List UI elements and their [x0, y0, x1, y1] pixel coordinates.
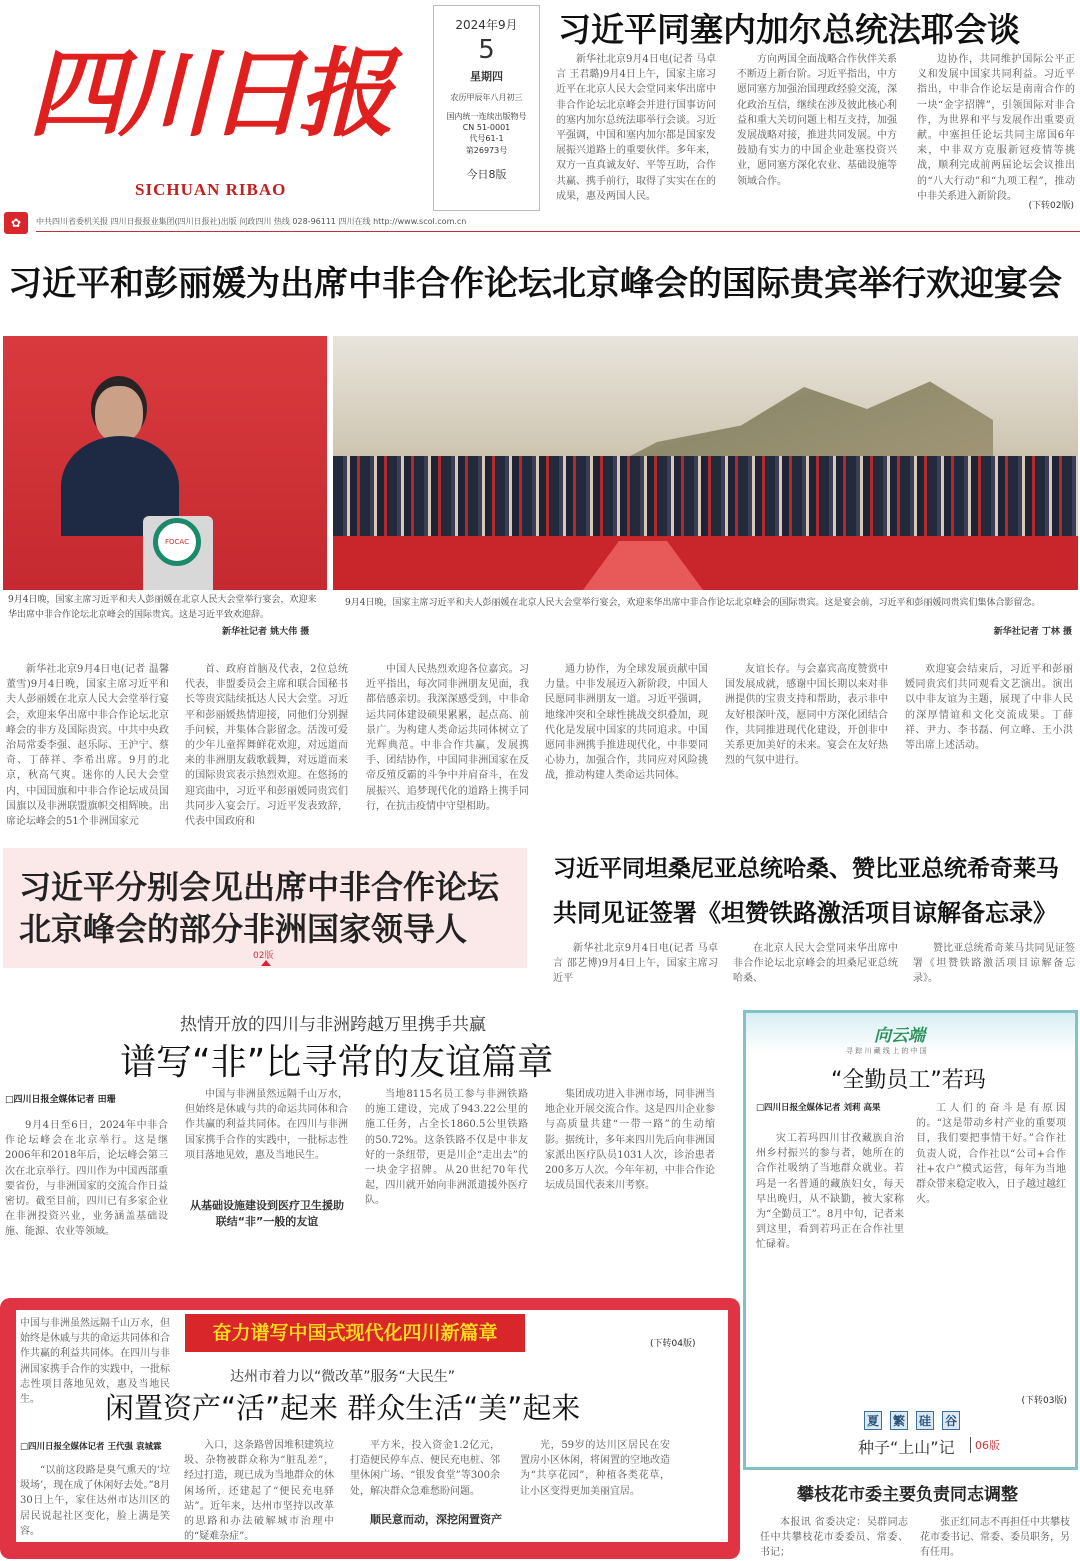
photo-group-banquet — [333, 336, 1078, 590]
reform-box — [0, 1298, 740, 1559]
info-bar-text: 中共四川省委机关报 四川日报报业集团(四川日报社)出版 问政四川 热线 028-96111 四川在线 http://www.scol.com.cn — [36, 217, 467, 226]
column-logo: 向云端 — [874, 1026, 925, 1046]
rail-col-2: 在北京人民大会堂同来华出席中非合作论坛北京峰会的坦桑尼亚总统哈桑、 — [733, 943, 898, 985]
reform-col-2: 入口，这条路曾因堆积建筑垃圾、杂物被群众称为“脏乱差”，经过打造，现已成为当地群众的休闲场所，还建起了“便民充电驿站”。近年来，达州市坚持以改革的思路和办法破解城市治理中的“疑难杂症”。 — [184, 1440, 334, 1543]
info-bar — [0, 210, 1080, 236]
meet-headline-line1: 习近平分别会见出席中非合作论坛 — [19, 868, 500, 906]
column-tagline: 寻 踪 川 藏 线 上 的 中 国 — [846, 1047, 927, 1055]
date-box — [433, 5, 540, 211]
main-body-col-1: 新华社北京9月4日电(记者 温馨 董雪)9月4日晚，国家主席习近平和夫人彭丽媛在北京人民大会堂举行宴会，欢迎来华出席中非合作论坛北京峰会的非方及国际贵宾。中共中央政治局常委李强、赵乐际、王沪宁、蔡奇、丁薛祥、李希出席。9月的北京，秋高气爽。迷你的人民大会堂内，中国国旗和中非合作论坛成员国国旗以及非洲联盟旗帜交相辉映。出席论坛峰会的51个非洲国家元 — [6, 664, 169, 828]
main-headline[interactable]: 习近平和彭丽媛为出席中非合作论坛北京峰会的国际贵宾举行欢迎宴会 — [8, 264, 1062, 304]
reform-col-1: “以前这段路是臭气熏天的‘垃圾场’，现在成了休闲好去处。”8月30日上午，家住达州市达川区的居民说起社区变化，脸上满是笑容。 — [20, 1465, 170, 1537]
reform-banner: 奋力谱写中国式现代化四川新篇章 — [185, 1314, 525, 1352]
friendship-byline: □四川日报全媒体记者 田珊 — [5, 1095, 116, 1105]
sidebar-headline[interactable]: “全勤员工”若玛 — [831, 1068, 986, 1093]
personnel-col-1: 本报讯 省委决定：吴群同志任中共攀枝花市委委员、常委、书记； — [760, 1517, 908, 1559]
series-char: 硅 — [916, 1411, 934, 1430]
group-logo-icon: ✿ — [4, 212, 28, 234]
rail-headline-line2[interactable]: 共同见证签署《坦赞铁路激活项目谅解备忘录》 — [553, 899, 1057, 927]
sidebar-col-2: 工人们的奋斗是有原因的。“这是带动乡村产业的重要项目，我们要把事情干好。”合作社负责人说，合作社以“公司+合作社+农户”模式运营，每年为当地群众带来稳定收入，日子越过越红火。 — [916, 1103, 1066, 1206]
focac-emblem: FOCAC — [153, 518, 201, 566]
top-story-col-1: 新华社北京9月4日电(记者 马卓言 王君璐)9月4日上午，国家主席习近平在北京人民大会堂同来华出席中非合作论坛北京峰会并进行国事访问的塞内加尔总统法耶举行会谈。习近平强调，中国和塞内加尔都是国家发展振兴道路上的重要伙伴。多年来，双方一直真诚友好、平等互助，合作共赢、携手前行，取得了实实在在的成果，惠及两国人民。 — [556, 54, 716, 202]
series-title — [864, 1411, 960, 1430]
sidebar-box — [743, 1010, 1078, 1470]
reform-col-3: 平方米，投入资金1.2亿元，打造便民停车点、便民充电桩、邻里休闲广场、“银发食堂”等300余处，解决群众急难愁盼问题。 — [350, 1440, 500, 1497]
reform-subhead: 顺民意而动，深挖闲置资产 — [370, 1513, 502, 1526]
top-story-headline[interactable]: 习近平同塞内加尔总统法耶会谈 — [558, 10, 1020, 49]
sidebar-continued[interactable]: (下转03版) — [1021, 1396, 1067, 1406]
photo-right-caption: 9月4日晚，国家主席习近平和夫人彭丽媛在北京人民大会堂举行宴会，欢迎来华出席中非合作论坛北京峰会的国际贵宾。这是宴会前，习近平和彭丽媛同贵宾们集体合影留念。 — [345, 598, 1041, 608]
newspaper-logo: 四川日报 — [28, 37, 388, 150]
main-body-col-4: 通力协作，为全球发展贡献中国力量。中非发展迈入新阶段，中国人民愿同非洲朋友一道。习近平强调，地缘冲突和全球性挑战交织叠加，现代化是发展中国家的共同追求。中国愿同非洲携手推进现代化，中非要同心协力，加强合作，共同应对风险挑战，推动构建人类命运共同体。 — [545, 664, 708, 782]
meet-page-ref[interactable]: 02版 — [253, 951, 274, 961]
divider — [36, 231, 1080, 232]
date-day: 5 — [478, 35, 495, 65]
main-body-col-5: 友谊长存。与会嘉宾高度赞赏中国发展成就，感谢中国长期以来对非洲提供的宝贵支持和帮助，表示非中友好根深叶茂，愿同中方深化团结合作，共同推进现代化建设，开创非中关系更加美好的未来。宴会在友好热烈的气氛中进行。 — [725, 664, 888, 767]
reform-headline[interactable]: 闲置资产“活”起来 群众生活“美”起来 — [105, 1391, 581, 1425]
subhead-line2: 联结“非”一般的友谊 — [215, 1215, 319, 1228]
reform-kicker: 达州市着力以“微改革”服务“大民生” — [230, 1369, 456, 1385]
postal-code: 代号61-1 — [469, 134, 504, 143]
friendship-col-2a: 中国与非洲虽然远隔千山万水，但始终是休戚与共的命运共同体和合作共赢的利益共同体。在四川与非洲国家携手合作的实践中，一批标志性项目落地见效，惠及当地民生。 — [185, 1089, 348, 1161]
photo-left-credit: 新华社记者 姚大伟 摄 — [222, 627, 310, 637]
photo-right-credit: 新华社记者 丁林 摄 — [993, 627, 1072, 637]
photo-xi-speech — [3, 336, 327, 590]
lunar-date: 农历甲辰年八月初三 — [450, 93, 523, 102]
personnel-headline[interactable]: 攀枝花市委主要负责同志调整 — [797, 1485, 1018, 1505]
meet-headline-line2: 北京峰会的部分非洲国家领导人 — [19, 910, 468, 948]
friendship-col-4: 集团成功进入非洲市场，同非洲当地企业开展交流合作。这是四川企业参与高质量共建“一带一路”的生动缩影。据统计，多年来四川先后向非洲国家派出医疗队员1031人次，诊治患者200多万人次。今年年初，中非合作论坛成员国代表来川考察。 — [545, 1089, 715, 1192]
reform-prev-text: 中国与非洲虽然远隔千山万水，但始终是休戚与共的命运共同体和合作共赢的利益共同体。在四川与非洲国家携手合作的实践中，一批标志性项目落地见效，惠及当地民生。 — [20, 1318, 170, 1406]
friendship-kicker: 热情开放的四川与非洲跨越万里携手共赢 — [180, 1015, 486, 1035]
subhead-line1: 从基础设施建设到医疗卫生援助 — [190, 1199, 344, 1212]
rail-col-1: 新华社北京9月4日电(记者 马卓言 邵艺博)9月4日上午，国家主席习近平 — [553, 943, 718, 985]
personnel-col-2: 张正红同志不再担任中共攀枝花市委书记、常委、委员职务，另有任用。 — [920, 1517, 1070, 1559]
rail-headline-line1[interactable]: 习近平同坦桑尼亚总统哈桑、赞比亚总统希奇莱马 — [553, 856, 1059, 882]
weekday: 星期四 — [470, 70, 503, 83]
series-char: 夏 — [864, 1411, 882, 1430]
top-story-continued[interactable]: (下转02版) — [1028, 201, 1074, 211]
series-char: 繁 — [890, 1411, 908, 1430]
date-year-month: 2024年9月 — [455, 18, 518, 32]
photo-left-caption: 9月4日晚，国家主席习近平和夫人彭丽媛在北京人民大会堂举行宴会，欢迎来华出席中非合作论坛北京峰会的国际贵宾。这是习近平致欢迎辞。 — [8, 595, 317, 620]
friendship-headline[interactable]: 谱写“非”比寻常的友谊篇章 — [120, 1042, 554, 1083]
triangle-icon — [261, 960, 271, 966]
meet-story-box[interactable] — [3, 848, 527, 968]
reform-col-4: 光，59岁的达川区居民在安置房小区休闲，将闲置的空地改造为“共享花园”，种植各类花草，让小区变得更加美丽宜居。 — [520, 1440, 670, 1497]
friendship-col-3: 当地8115名员工参与非洲铁路的施工建设，完成了943.22公里的施工任务，占全长1860.5公里铁路的50.72%。这条铁路不仅是中非友好的一条纽带，更是川企“走出去”的一块金字招牌。从20世纪70年代起，四川就开始向非洲派遣援外医疗队。 — [365, 1089, 528, 1207]
main-body-col-6: 欢迎宴会结束后，习近平和彭丽媛同贵宾们共同观看文艺演出。演出以中非友谊为主题，展现了中非人民的深厚情谊和文化交流成果。丁薛祥、尹力、李书磊、何立峰、王小洪等出席上述活动。 — [905, 664, 1073, 752]
top-story-col-2: 方向两国全面战略合作伙伴关系不断迈上新台阶。习近平指出，中方愿同塞方加强治国理政经验交流，深化政治互信，继续在涉及彼此核心利益和重大关切问题上相互支持，加强发展战略对接，推进共同发展。中方鼓励有实力的中国企业赴塞投资兴业，愿同塞方深化农业、基础设施等领域合作。 — [737, 54, 897, 187]
serial-label: 国内统一连续出版物号 — [446, 112, 527, 121]
sidebar-col-1: 灾工若玛四川甘孜藏族自治州乡村振兴的参与者，她所在的合作社吸纳了当地群众就业。若玛是一名普通的藏族妇女，每天早出晚归，从不缺勤，被大家称为“全勤员工”。8月中旬，记者来到这里，看到若玛正在合作社里忙碌着。 — [756, 1133, 904, 1251]
teaser-page[interactable]: 06版 — [970, 1437, 1000, 1453]
friendship-subhead — [183, 1198, 351, 1230]
main-body-col-2: 首、政府首脑及代表，2位总统代表，非盟委员会主席和联合国秘书长等贵宾陆续抵达人民大会堂。习近平和彭丽媛热情迎接，同他们分别握手问候，并集体合影留念。活泼可爱的少年儿童挥舞鲜花欢迎，对远道而来的非洲朋友载歌载舞，对远道而来的国际贵宾表示热烈欢迎。在悠扬的迎宾曲中，习近平和彭丽媛同贵宾们共同步入宴会厅。习近平发表致辞，代表中国政府和 — [185, 664, 348, 828]
teaser-title[interactable]: 种子“上山”记 — [858, 1438, 955, 1457]
friendship-continued[interactable]: (下转04版) — [650, 1339, 696, 1349]
issue-number: 第26973号 — [465, 146, 508, 155]
top-story-col-3: 边协作，共同维护国际公平正义和发展中国家共同利益。习近平指出，中非合作论坛是南南合作的一块“金字招牌”，引领国际对非合作，为世界和平与发展作出重要贡献。中塞担任论坛共同主席国6年来，中非双方克服新冠疫情等挑战，顺利完成前两届论坛会议推出的“八大行动”和“九项工程”，推动中非关系进入新阶段。 — [917, 54, 1075, 202]
friendship-col-1: 9月4日至6日，2024年中非合作论坛峰会在北京举行。这是继2006年和2018年后，论坛峰会第三次在北京举行。四川作为中国西部重要省份，与非洲国家的交流合作日益密切。截至目前，四川已有多家企业在非洲投资兴业，业务涵盖基础设施、能源、农业等领域。 — [5, 1120, 168, 1238]
newspaper-romanized-name: SICHUAN RIBAO — [135, 180, 287, 199]
series-char: 谷 — [942, 1411, 960, 1430]
sidebar-byline: □四川日报全媒体记者 刘莉 高果 — [756, 1103, 881, 1113]
main-body-col-3: 中国人民热烈欢迎各位嘉宾。习近平指出，每次同非洲朋友见面，我都倍感亲切。我深深感受到，中非命运共同体建设硕果累累，起点高、前景广。为构建人类命运共同体树立了光辉典范。中非合作共赢，发展携手、团结协作，中国同非洲国家在反帝反殖反霸的斗争中并肩奋斗，在发展振兴、追梦现代化的道路上携手同行，在抗击疫情中守望相助。 — [366, 664, 529, 812]
reform-byline: □四川日报全媒体记者 王代强 袁城霖 — [20, 1442, 162, 1452]
page-count: 今日8版 — [466, 168, 507, 181]
cn-number: CN 51-0001 — [462, 123, 511, 132]
rail-col-3: 赞比亚总统希奇莱马共同见证签署《坦赞铁路激活项目谅解备忘录》。 — [913, 943, 1075, 985]
